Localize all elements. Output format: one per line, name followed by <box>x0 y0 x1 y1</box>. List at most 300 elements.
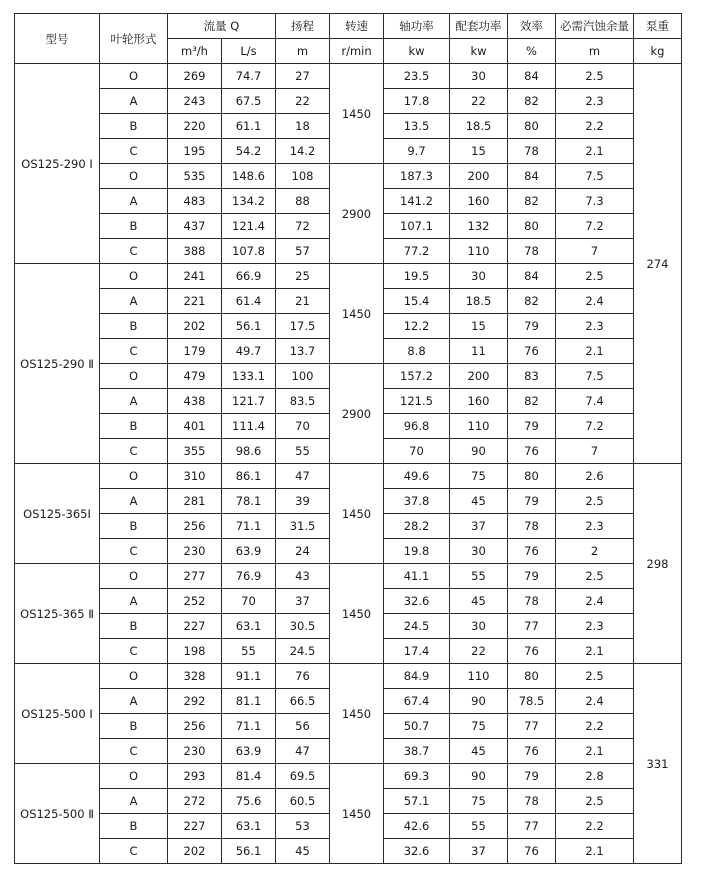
motor-power-cell: 90 <box>450 764 508 789</box>
impeller-cell: B <box>100 614 168 639</box>
head-cell: 47 <box>276 464 330 489</box>
npsh-cell: 2.4 <box>556 689 634 714</box>
motor-power-cell: 200 <box>450 364 508 389</box>
table-row <box>15 664 682 689</box>
shaft-power-cell: 32.6 <box>384 839 450 864</box>
unit-motor-power: kw <box>450 39 508 64</box>
flow-m3h-cell: 202 <box>168 839 222 864</box>
efficiency-cell: 76 <box>508 539 556 564</box>
efficiency-cell: 79 <box>508 489 556 514</box>
flow-ls-cell: 78.1 <box>222 489 276 514</box>
head-cell: 17.5 <box>276 314 330 339</box>
efficiency-cell: 82 <box>508 289 556 314</box>
model-cell: OS125-500 I <box>15 664 100 764</box>
head-cell: 24 <box>276 539 330 564</box>
head-cell: 88 <box>276 189 330 214</box>
flow-m3h-cell: 230 <box>168 539 222 564</box>
efficiency-cell: 80 <box>508 114 556 139</box>
motor-power-cell: 45 <box>450 489 508 514</box>
unit-efficiency: % <box>508 39 556 64</box>
head-cell: 47 <box>276 739 330 764</box>
shaft-power-cell: 37.8 <box>384 489 450 514</box>
shaft-power-cell: 17.4 <box>384 639 450 664</box>
npsh-cell: 2.1 <box>556 739 634 764</box>
head-cell: 18 <box>276 114 330 139</box>
head-cell: 39 <box>276 489 330 514</box>
efficiency-cell: 79 <box>508 314 556 339</box>
impeller-cell: B <box>100 214 168 239</box>
motor-power-cell: 75 <box>450 714 508 739</box>
shaft-power-cell: 49.6 <box>384 464 450 489</box>
efficiency-cell: 76 <box>508 439 556 464</box>
npsh-cell: 2.3 <box>556 614 634 639</box>
shaft-power-cell: 57.1 <box>384 789 450 814</box>
impeller-cell: A <box>100 289 168 314</box>
head-cell: 72 <box>276 214 330 239</box>
efficiency-cell: 76 <box>508 639 556 664</box>
table-row <box>15 764 682 789</box>
efficiency-cell: 77 <box>508 714 556 739</box>
npsh-cell: 7 <box>556 239 634 264</box>
head-cell: 108 <box>276 164 330 189</box>
shaft-power-cell: 50.7 <box>384 714 450 739</box>
impeller-cell: A <box>100 789 168 814</box>
impeller-cell: O <box>100 564 168 589</box>
head-cell: 43 <box>276 564 330 589</box>
impeller-cell: B <box>100 314 168 339</box>
efficiency-cell: 76 <box>508 839 556 864</box>
flow-ls-cell: 71.1 <box>222 514 276 539</box>
shaft-power-cell: 42.6 <box>384 814 450 839</box>
shaft-power-cell: 12.2 <box>384 314 450 339</box>
shaft-power-cell: 96.8 <box>384 414 450 439</box>
shaft-power-cell: 187.3 <box>384 164 450 189</box>
npsh-cell: 7.3 <box>556 189 634 214</box>
speed-cell: 1450 <box>330 664 384 764</box>
npsh-cell: 2.3 <box>556 314 634 339</box>
head-cell: 21 <box>276 289 330 314</box>
flow-ls-cell: 75.6 <box>222 789 276 814</box>
table-row <box>15 364 682 389</box>
header-shaft-power: 轴功率 <box>384 14 450 39</box>
speed-cell: 1450 <box>330 464 384 564</box>
impeller-cell: C <box>100 439 168 464</box>
weight-cell: 298 <box>634 464 682 664</box>
impeller-cell: O <box>100 264 168 289</box>
flow-m3h-cell: 277 <box>168 564 222 589</box>
npsh-cell: 7.2 <box>556 214 634 239</box>
efficiency-cell: 79 <box>508 764 556 789</box>
motor-power-cell: 75 <box>450 789 508 814</box>
speed-cell: 1450 <box>330 764 384 864</box>
weight-cell: 331 <box>634 664 682 864</box>
table-row <box>15 264 682 289</box>
flow-ls-cell: 121.7 <box>222 389 276 414</box>
motor-power-cell: 90 <box>450 689 508 714</box>
flow-m3h-cell: 202 <box>168 314 222 339</box>
impeller-cell: C <box>100 539 168 564</box>
flow-m3h-cell: 437 <box>168 214 222 239</box>
head-cell: 53 <box>276 814 330 839</box>
flow-m3h-cell: 221 <box>168 289 222 314</box>
efficiency-cell: 79 <box>508 414 556 439</box>
npsh-cell: 2.3 <box>556 89 634 114</box>
flow-ls-cell: 133.1 <box>222 364 276 389</box>
flow-ls-cell: 67.5 <box>222 89 276 114</box>
impeller-cell: O <box>100 364 168 389</box>
npsh-cell: 2.4 <box>556 289 634 314</box>
impeller-cell: A <box>100 589 168 614</box>
head-cell: 30.5 <box>276 614 330 639</box>
impeller-cell: O <box>100 664 168 689</box>
head-cell: 31.5 <box>276 514 330 539</box>
npsh-cell: 2.1 <box>556 839 634 864</box>
shaft-power-cell: 77.2 <box>384 239 450 264</box>
npsh-cell: 2 <box>556 539 634 564</box>
efficiency-cell: 84 <box>508 64 556 89</box>
flow-m3h-cell: 269 <box>168 64 222 89</box>
head-cell: 76 <box>276 664 330 689</box>
flow-m3h-cell: 252 <box>168 589 222 614</box>
head-cell: 24.5 <box>276 639 330 664</box>
header-weight: 泵重 <box>634 14 682 39</box>
flow-m3h-cell: 227 <box>168 814 222 839</box>
efficiency-cell: 80 <box>508 464 556 489</box>
flow-ls-cell: 63.9 <box>222 739 276 764</box>
impeller-cell: B <box>100 414 168 439</box>
header-motor-power: 配套功率 <box>450 14 508 39</box>
pump-spec-sheet <box>14 13 682 864</box>
shaft-power-cell: 23.5 <box>384 64 450 89</box>
flow-m3h-cell: 328 <box>168 664 222 689</box>
head-cell: 45 <box>276 839 330 864</box>
efficiency-cell: 77 <box>508 614 556 639</box>
speed-cell: 1450 <box>330 64 384 164</box>
efficiency-cell: 78.5 <box>508 689 556 714</box>
flow-m3h-cell: 195 <box>168 139 222 164</box>
motor-power-cell: 30 <box>450 64 508 89</box>
npsh-cell: 2.1 <box>556 639 634 664</box>
unit-speed: r/min <box>330 39 384 64</box>
unit-head: m <box>276 39 330 64</box>
efficiency-cell: 78 <box>508 589 556 614</box>
flow-ls-cell: 70 <box>222 589 276 614</box>
impeller-cell: A <box>100 489 168 514</box>
impeller-cell: C <box>100 139 168 164</box>
impeller-cell: C <box>100 839 168 864</box>
impeller-cell: C <box>100 339 168 364</box>
efficiency-cell: 82 <box>508 89 556 114</box>
npsh-cell: 2.5 <box>556 789 634 814</box>
efficiency-cell: 76 <box>508 339 556 364</box>
head-cell: 37 <box>276 589 330 614</box>
flow-m3h-cell: 281 <box>168 489 222 514</box>
efficiency-cell: 77 <box>508 814 556 839</box>
flow-m3h-cell: 483 <box>168 189 222 214</box>
table-row <box>15 64 682 89</box>
header-flow: 流量 Q <box>168 14 276 39</box>
head-cell: 60.5 <box>276 789 330 814</box>
npsh-cell: 2.5 <box>556 564 634 589</box>
head-cell: 55 <box>276 439 330 464</box>
npsh-cell: 2.1 <box>556 139 634 164</box>
flow-m3h-cell: 227 <box>168 614 222 639</box>
flow-m3h-cell: 220 <box>168 114 222 139</box>
impeller-cell: O <box>100 164 168 189</box>
motor-power-cell: 15 <box>450 314 508 339</box>
motor-power-cell: 160 <box>450 189 508 214</box>
npsh-cell: 7 <box>556 439 634 464</box>
flow-m3h-cell: 401 <box>168 414 222 439</box>
model-cell: OS125-290 I <box>15 64 100 264</box>
flow-ls-cell: 63.1 <box>222 614 276 639</box>
npsh-cell: 2.5 <box>556 664 634 689</box>
flow-m3h-cell: 535 <box>168 164 222 189</box>
impeller-cell: A <box>100 689 168 714</box>
impeller-cell: B <box>100 814 168 839</box>
flow-ls-cell: 61.1 <box>222 114 276 139</box>
flow-ls-cell: 56.1 <box>222 839 276 864</box>
shaft-power-cell: 141.2 <box>384 189 450 214</box>
flow-ls-cell: 91.1 <box>222 664 276 689</box>
shaft-power-cell: 69.3 <box>384 764 450 789</box>
motor-power-cell: 30 <box>450 264 508 289</box>
speed-cell: 1450 <box>330 264 384 364</box>
shaft-power-cell: 41.1 <box>384 564 450 589</box>
motor-power-cell: 132 <box>450 214 508 239</box>
unit-npsh: m <box>556 39 634 64</box>
efficiency-cell: 82 <box>508 189 556 214</box>
motor-power-cell: 55 <box>450 814 508 839</box>
impeller-cell: C <box>100 239 168 264</box>
flow-ls-cell: 55 <box>222 639 276 664</box>
efficiency-cell: 78 <box>508 239 556 264</box>
flow-m3h-cell: 256 <box>168 514 222 539</box>
flow-ls-cell: 121.4 <box>222 214 276 239</box>
motor-power-cell: 160 <box>450 389 508 414</box>
flow-m3h-cell: 243 <box>168 89 222 114</box>
shaft-power-cell: 24.5 <box>384 614 450 639</box>
flow-ls-cell: 54.2 <box>222 139 276 164</box>
npsh-cell: 2.5 <box>556 64 634 89</box>
header-row-labels <box>15 14 682 39</box>
motor-power-cell: 18.5 <box>450 114 508 139</box>
efficiency-cell: 84 <box>508 264 556 289</box>
impeller-cell: O <box>100 464 168 489</box>
model-cell: OS125-365 Ⅱ <box>15 564 100 664</box>
npsh-cell: 2.3 <box>556 514 634 539</box>
motor-power-cell: 11 <box>450 339 508 364</box>
motor-power-cell: 18.5 <box>450 289 508 314</box>
npsh-cell: 2.2 <box>556 114 634 139</box>
flow-ls-cell: 107.8 <box>222 239 276 264</box>
flow-ls-cell: 134.2 <box>222 189 276 214</box>
flow-m3h-cell: 388 <box>168 239 222 264</box>
motor-power-cell: 30 <box>450 539 508 564</box>
header-efficiency: 效率 <box>508 14 556 39</box>
shaft-power-cell: 17.8 <box>384 89 450 114</box>
flow-m3h-cell: 256 <box>168 714 222 739</box>
flow-m3h-cell: 179 <box>168 339 222 364</box>
npsh-cell: 2.2 <box>556 714 634 739</box>
impeller-cell: B <box>100 714 168 739</box>
head-cell: 66.5 <box>276 689 330 714</box>
motor-power-cell: 110 <box>450 664 508 689</box>
flow-m3h-cell: 293 <box>168 764 222 789</box>
efficiency-cell: 76 <box>508 739 556 764</box>
flow-ls-cell: 66.9 <box>222 264 276 289</box>
flow-m3h-cell: 230 <box>168 739 222 764</box>
npsh-cell: 7.2 <box>556 414 634 439</box>
shaft-power-cell: 19.8 <box>384 539 450 564</box>
head-cell: 56 <box>276 714 330 739</box>
flow-m3h-cell: 310 <box>168 464 222 489</box>
motor-power-cell: 200 <box>450 164 508 189</box>
flow-ls-cell: 63.9 <box>222 539 276 564</box>
header-head: 扬程 <box>276 14 330 39</box>
shaft-power-cell: 70 <box>384 439 450 464</box>
npsh-cell: 7.5 <box>556 364 634 389</box>
head-cell: 83.5 <box>276 389 330 414</box>
head-cell: 70 <box>276 414 330 439</box>
model-cell: OS125-290 Ⅱ <box>15 264 100 464</box>
impeller-cell: O <box>100 764 168 789</box>
model-cell: OS125-500 Ⅱ <box>15 764 100 864</box>
speed-cell: 2900 <box>330 364 384 464</box>
head-cell: 22 <box>276 89 330 114</box>
shaft-power-cell: 9.7 <box>384 139 450 164</box>
motor-power-cell: 22 <box>450 89 508 114</box>
flow-ls-cell: 74.7 <box>222 64 276 89</box>
shaft-power-cell: 32.6 <box>384 589 450 614</box>
motor-power-cell: 55 <box>450 564 508 589</box>
efficiency-cell: 83 <box>508 364 556 389</box>
flow-ls-cell: 81.1 <box>222 689 276 714</box>
npsh-cell: 2.1 <box>556 339 634 364</box>
impeller-cell: A <box>100 189 168 214</box>
shaft-power-cell: 38.7 <box>384 739 450 764</box>
npsh-cell: 2.4 <box>556 589 634 614</box>
head-cell: 13.7 <box>276 339 330 364</box>
motor-power-cell: 30 <box>450 614 508 639</box>
flow-m3h-cell: 198 <box>168 639 222 664</box>
efficiency-cell: 82 <box>508 389 556 414</box>
motor-power-cell: 45 <box>450 739 508 764</box>
flow-ls-cell: 49.7 <box>222 339 276 364</box>
npsh-cell: 2.8 <box>556 764 634 789</box>
impeller-cell: C <box>100 739 168 764</box>
motor-power-cell: 22 <box>450 639 508 664</box>
unit-flow-ls: L/s <box>222 39 276 64</box>
flow-ls-cell: 63.1 <box>222 814 276 839</box>
speed-cell: 1450 <box>330 564 384 664</box>
header-npsh: 必需汽蚀余量 <box>556 14 634 39</box>
unit-flow-m3h: m³/h <box>168 39 222 64</box>
motor-power-cell: 90 <box>450 439 508 464</box>
efficiency-cell: 78 <box>508 139 556 164</box>
motor-power-cell: 37 <box>450 514 508 539</box>
flow-ls-cell: 148.6 <box>222 164 276 189</box>
flow-ls-cell: 98.6 <box>222 439 276 464</box>
shaft-power-cell: 107.1 <box>384 214 450 239</box>
npsh-cell: 7.5 <box>556 164 634 189</box>
motor-power-cell: 45 <box>450 589 508 614</box>
head-cell: 57 <box>276 239 330 264</box>
efficiency-cell: 80 <box>508 664 556 689</box>
shaft-power-cell: 157.2 <box>384 364 450 389</box>
npsh-cell: 7.4 <box>556 389 634 414</box>
shaft-power-cell: 8.8 <box>384 339 450 364</box>
unit-weight: kg <box>634 39 682 64</box>
motor-power-cell: 15 <box>450 139 508 164</box>
flow-ls-cell: 71.1 <box>222 714 276 739</box>
weight-cell: 274 <box>634 64 682 464</box>
header-speed: 转速 <box>330 14 384 39</box>
flow-m3h-cell: 241 <box>168 264 222 289</box>
shaft-power-cell: 67.4 <box>384 689 450 714</box>
table-row <box>15 464 682 489</box>
flow-m3h-cell: 479 <box>168 364 222 389</box>
head-cell: 27 <box>276 64 330 89</box>
motor-power-cell: 75 <box>450 464 508 489</box>
impeller-cell: A <box>100 389 168 414</box>
motor-power-cell: 110 <box>450 239 508 264</box>
impeller-cell: B <box>100 514 168 539</box>
motor-power-cell: 110 <box>450 414 508 439</box>
model-cell: OS125-365I <box>15 464 100 564</box>
shaft-power-cell: 84.9 <box>384 664 450 689</box>
head-cell: 14.2 <box>276 139 330 164</box>
npsh-cell: 2.5 <box>556 489 634 514</box>
flow-m3h-cell: 272 <box>168 789 222 814</box>
impeller-cell: A <box>100 89 168 114</box>
efficiency-cell: 78 <box>508 514 556 539</box>
motor-power-cell: 37 <box>450 839 508 864</box>
npsh-cell: 2.6 <box>556 464 634 489</box>
npsh-cell: 2.2 <box>556 814 634 839</box>
flow-ls-cell: 111.4 <box>222 414 276 439</box>
shaft-power-cell: 28.2 <box>384 514 450 539</box>
efficiency-cell: 84 <box>508 164 556 189</box>
flow-m3h-cell: 292 <box>168 689 222 714</box>
efficiency-cell: 79 <box>508 564 556 589</box>
header-model: 型号 <box>15 14 100 64</box>
impeller-cell: B <box>100 114 168 139</box>
efficiency-cell: 78 <box>508 789 556 814</box>
impeller-cell: C <box>100 639 168 664</box>
speed-cell: 2900 <box>330 164 384 264</box>
table-row <box>15 164 682 189</box>
flow-ls-cell: 56.1 <box>222 314 276 339</box>
flow-ls-cell: 61.4 <box>222 289 276 314</box>
pump-performance-table <box>14 13 682 864</box>
shaft-power-cell: 15.4 <box>384 289 450 314</box>
head-cell: 25 <box>276 264 330 289</box>
impeller-cell: O <box>100 64 168 89</box>
head-cell: 69.5 <box>276 764 330 789</box>
efficiency-cell: 80 <box>508 214 556 239</box>
flow-ls-cell: 76.9 <box>222 564 276 589</box>
flow-m3h-cell: 355 <box>168 439 222 464</box>
flow-ls-cell: 81.4 <box>222 764 276 789</box>
shaft-power-cell: 121.5 <box>384 389 450 414</box>
npsh-cell: 2.5 <box>556 264 634 289</box>
header-impeller: 叶轮形式 <box>100 14 168 64</box>
flow-ls-cell: 86.1 <box>222 464 276 489</box>
table-row <box>15 564 682 589</box>
flow-m3h-cell: 438 <box>168 389 222 414</box>
shaft-power-cell: 13.5 <box>384 114 450 139</box>
